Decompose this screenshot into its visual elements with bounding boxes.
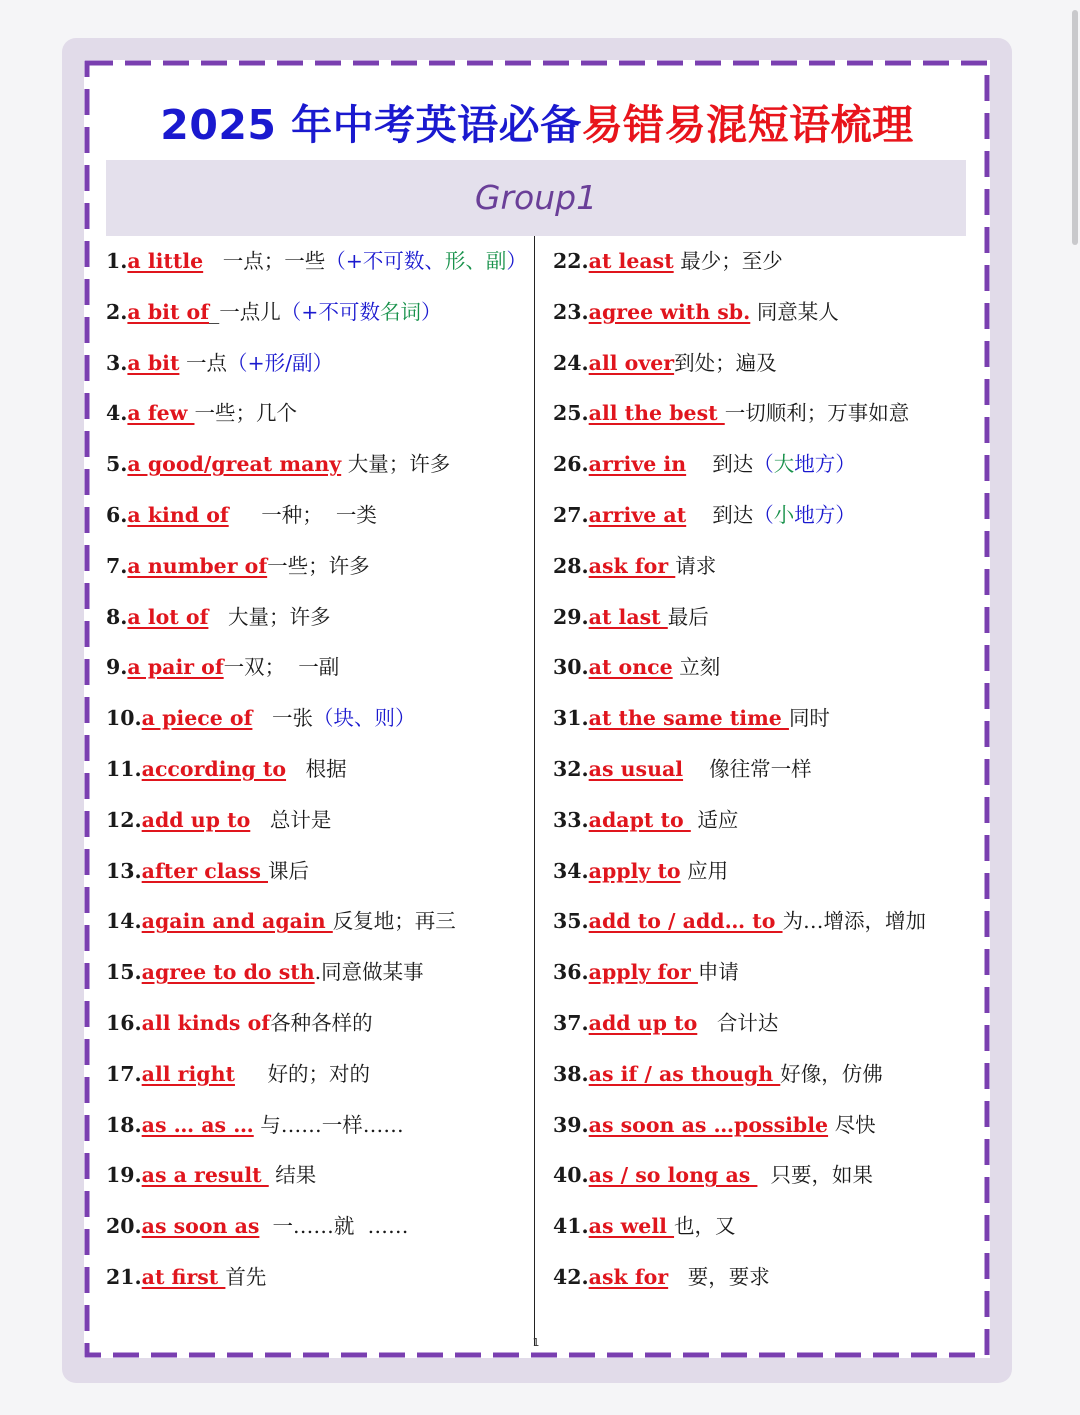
phrase-row [553, 338, 973, 389]
item-number: 33. [553, 807, 589, 832]
item-number: 8. [106, 604, 128, 629]
chinese-meaning: 一些；几个 [194, 401, 297, 426]
phrase-row [106, 846, 531, 897]
phrase-row [106, 1252, 531, 1303]
item-number: 37. [553, 1010, 589, 1035]
chinese-meaning: 尽快 [834, 1112, 876, 1137]
item-number: 7. [106, 553, 128, 578]
scrollbar[interactable] [1072, 10, 1078, 245]
chinese-meaning: 也，又 [674, 1214, 736, 1239]
phrase-spacer [235, 1062, 268, 1086]
usage-note: （+不可数、 [325, 249, 445, 273]
english-phrase: as a result [141, 1163, 269, 1188]
chinese-meaning: 各种各样的 [270, 1010, 373, 1035]
phrase-spacer [252, 706, 272, 730]
phrase-row [553, 490, 973, 541]
english-phrase: apply to [588, 858, 681, 883]
chinese-meaning: 为…增添，增加 [782, 909, 927, 934]
chinese-meaning: 只要，如果 [770, 1163, 873, 1188]
phrase-row [553, 1201, 973, 1252]
title-part-red: 易错易混短语梳理 [581, 101, 914, 149]
usage-note: （ [753, 452, 774, 477]
phrase-row [106, 439, 531, 490]
english-phrase: agree with sb. [588, 299, 751, 324]
chinese-meaning: 一点儿 [219, 299, 281, 324]
item-number: 29. [553, 604, 589, 629]
item-number: 23. [553, 299, 589, 324]
english-phrase: after class [141, 858, 268, 883]
item-number: 3. [106, 350, 128, 375]
english-phrase: as well [588, 1214, 675, 1239]
item-number: 5. [106, 452, 128, 477]
usage-note: 地方） [794, 452, 856, 477]
chinese-meaning: 到处；遍及 [674, 350, 777, 375]
phrase-row [553, 541, 973, 592]
english-phrase: according to [141, 756, 287, 781]
phrase-row [553, 1049, 973, 1100]
chinese-meaning: 一点；一些 [222, 249, 326, 273]
phrase-row [106, 388, 531, 439]
english-phrase: at once [588, 655, 673, 680]
english-phrase: add to / add… to [588, 909, 783, 934]
english-phrase: as soon as …possible [588, 1112, 829, 1137]
english-phrase: again and again [141, 909, 333, 934]
phrase-spacer [686, 452, 712, 476]
phrase-row [106, 490, 531, 541]
item-number: 2. [106, 299, 128, 324]
item-number: 13. [106, 858, 142, 883]
chinese-meaning: 请求 [675, 553, 717, 578]
phrase-row [553, 1252, 973, 1303]
item-number: 25. [553, 401, 589, 426]
item-number: 16. [106, 1010, 142, 1035]
english-phrase: a little [127, 249, 204, 273]
phrase-spacer [259, 1214, 272, 1238]
chinese-meaning: 同时 [788, 706, 830, 731]
chinese-meaning: 应用 [687, 858, 729, 883]
item-number: 21. [106, 1264, 142, 1289]
phrase-row [106, 592, 531, 643]
phrase-row [553, 642, 973, 693]
left-column [106, 236, 531, 1303]
phrase-spacer [208, 605, 228, 629]
page-number: 1 [532, 1336, 540, 1349]
chinese-meaning: 好的；对的 [267, 1061, 371, 1086]
phrase-spacer: _ [209, 299, 220, 324]
chinese-meaning: 根据 [305, 756, 347, 781]
chinese-meaning: 一双； 一副 [223, 655, 340, 680]
phrase-row [553, 896, 973, 947]
group-header [106, 160, 966, 236]
phrase-row [553, 693, 973, 744]
usage-note: ） [506, 249, 527, 273]
item-number: 31. [553, 706, 589, 731]
english-phrase: as usual [588, 756, 684, 781]
item-number: 20. [106, 1214, 142, 1239]
chinese-meaning: 总计是 [269, 807, 332, 832]
item-number: 32. [553, 756, 589, 781]
chinese-meaning: 到达 [712, 502, 754, 527]
chinese-meaning: 大量；许多 [227, 604, 331, 629]
phrase-row [553, 744, 973, 795]
item-number: 6. [106, 502, 128, 527]
english-phrase: at least [588, 249, 674, 273]
phrase-row [106, 236, 531, 287]
english-phrase: all over [588, 350, 675, 375]
phrase-row [106, 642, 531, 693]
chinese-meaning: 反复地；再三 [332, 909, 456, 934]
item-number: 42. [553, 1264, 589, 1289]
phrase-spacer [286, 757, 306, 781]
item-number: 34. [553, 858, 589, 883]
chinese-meaning: 申请 [697, 960, 739, 985]
phrase-row [106, 338, 531, 389]
phrase-spacer [229, 503, 262, 527]
english-phrase: a bit of [127, 299, 210, 324]
chinese-meaning: 一些；许多 [267, 553, 370, 578]
usage-note: 名词 [379, 299, 421, 324]
phrase-spacer [203, 249, 223, 273]
chinese-meaning: 适应 [697, 807, 739, 832]
phrase-row [106, 1150, 531, 1201]
phrase-spacer [686, 503, 712, 527]
item-number: 18. [106, 1112, 142, 1137]
usage-note: （块、则） [312, 706, 416, 731]
usage-note: ） [420, 299, 442, 324]
english-phrase: a few [127, 401, 195, 426]
phrase-row [553, 1150, 973, 1201]
right-column [553, 236, 973, 1303]
page-title [84, 92, 990, 151]
item-number: 26. [553, 452, 589, 477]
item-number: 40. [553, 1163, 589, 1188]
chinese-meaning: 最少；至少 [680, 249, 783, 273]
phrase-row [106, 1100, 531, 1151]
item-number: 35. [553, 909, 589, 934]
item-number: 24. [553, 350, 589, 375]
phrase-row [553, 1100, 973, 1151]
item-number: 11. [106, 756, 142, 781]
chinese-meaning: 一切顺利；万事如意 [724, 401, 910, 426]
english-phrase: apply for [588, 960, 698, 985]
usage-note: （ [753, 502, 774, 527]
english-phrase: as … as … [141, 1112, 254, 1137]
chinese-meaning: 最后 [667, 604, 709, 629]
item-number: 10. [106, 706, 142, 731]
column-divider [534, 236, 535, 1346]
chinese-meaning: 同意某人 [756, 299, 839, 324]
item-number: 28. [553, 553, 589, 578]
english-phrase: all right [141, 1061, 235, 1086]
item-number: 15. [106, 960, 142, 985]
chinese-meaning: 一张 [271, 706, 313, 731]
phrase-row [106, 693, 531, 744]
english-phrase: arrive in [588, 452, 687, 477]
english-phrase: a piece of [141, 706, 253, 731]
phrase-row [553, 236, 973, 287]
usage-note: 大 [773, 452, 795, 477]
item-number: 1. [106, 249, 128, 273]
english-phrase: as soon as [141, 1214, 260, 1239]
item-number: 38. [553, 1061, 589, 1086]
english-phrase: at first [141, 1264, 226, 1289]
item-number: 14. [106, 909, 142, 934]
usage-note: （+形/副） [226, 350, 334, 375]
chinese-meaning: 结果 [275, 1163, 317, 1188]
usage-note: 形、副 [444, 249, 507, 273]
phrase-row [553, 846, 973, 897]
usage-note: 地方） [794, 502, 856, 527]
phrase-spacer [668, 1265, 688, 1289]
english-phrase: adapt to [588, 807, 691, 832]
item-number: 41. [553, 1214, 589, 1239]
item-number: 9. [106, 655, 128, 680]
english-phrase: a bit [127, 350, 180, 375]
chinese-meaning: 首先 [225, 1264, 267, 1289]
phrase-row [553, 592, 973, 643]
item-number: 27. [553, 502, 589, 527]
phrase-row [106, 744, 531, 795]
english-phrase: add up to [141, 807, 251, 832]
group-label: Group1 [474, 178, 598, 217]
phrase-row [553, 287, 973, 338]
english-phrase: all kinds of [141, 1010, 271, 1035]
item-number: 19. [106, 1163, 142, 1188]
english-phrase: as if / as though [588, 1061, 781, 1086]
chinese-meaning: 好像，仿佛 [780, 1061, 883, 1086]
item-number: 22. [553, 249, 589, 273]
chinese-meaning: 大量；许多 [347, 452, 451, 477]
chinese-meaning: 与……一样…… [260, 1112, 404, 1137]
chinese-meaning: 课后 [268, 858, 309, 883]
chinese-meaning: 一……就 …… [272, 1214, 409, 1239]
english-phrase: a number of [127, 553, 268, 578]
phrase-row [553, 998, 973, 1049]
item-number: 4. [106, 401, 128, 426]
phrase-row [106, 287, 531, 338]
chinese-meaning: 立刻 [679, 655, 721, 680]
phrase-row [106, 1049, 531, 1100]
phrase-row [553, 947, 973, 998]
chinese-meaning: 像往常一样 [709, 756, 812, 781]
phrase-row [553, 388, 973, 439]
phrase-row [106, 896, 531, 947]
chinese-meaning: 要，要求 [687, 1264, 770, 1289]
english-phrase: a good/great many [127, 452, 342, 477]
usage-note: （+不可数 [280, 299, 380, 324]
english-phrase: add up to [588, 1010, 698, 1035]
chinese-meaning: 一种； 一类 [261, 502, 377, 527]
phrase-row [553, 439, 973, 490]
english-phrase: a pair of [127, 655, 224, 680]
english-phrase: arrive at [588, 502, 687, 527]
phrase-row [106, 541, 531, 592]
english-phrase: as / so long as [588, 1163, 758, 1188]
item-number: 36. [553, 960, 589, 985]
phrase-row [106, 998, 531, 1049]
phrase-spacer [697, 1011, 717, 1035]
usage-note: 小 [773, 502, 795, 527]
title-part-blue: 2025 年中考英语必备 [160, 101, 582, 149]
item-number: 12. [106, 807, 142, 832]
chinese-meaning: 合计达 [716, 1010, 779, 1035]
item-number: 39. [553, 1112, 589, 1137]
item-number: 17. [106, 1061, 142, 1086]
english-phrase: at last [588, 604, 668, 629]
english-phrase: ask for [588, 1264, 669, 1289]
english-phrase: at the same time [588, 706, 789, 731]
phrase-row [106, 1201, 531, 1252]
phrase-row [553, 795, 973, 846]
chinese-meaning: .同意做某事 [314, 960, 424, 985]
english-phrase: a kind of [127, 502, 229, 527]
english-phrase: ask for [588, 553, 676, 578]
chinese-meaning: 一点 [185, 350, 227, 375]
chinese-meaning: 到达 [712, 452, 754, 477]
english-phrase: agree to do sth [141, 960, 315, 985]
item-number: 30. [553, 655, 589, 680]
phrase-row [106, 947, 531, 998]
phrase-row [106, 795, 531, 846]
english-phrase: all the best [588, 401, 725, 426]
english-phrase: a lot of [127, 604, 209, 629]
phrase-spacer [250, 808, 270, 832]
phrase-spacer [683, 757, 709, 781]
phrase-spacer [757, 1163, 770, 1187]
